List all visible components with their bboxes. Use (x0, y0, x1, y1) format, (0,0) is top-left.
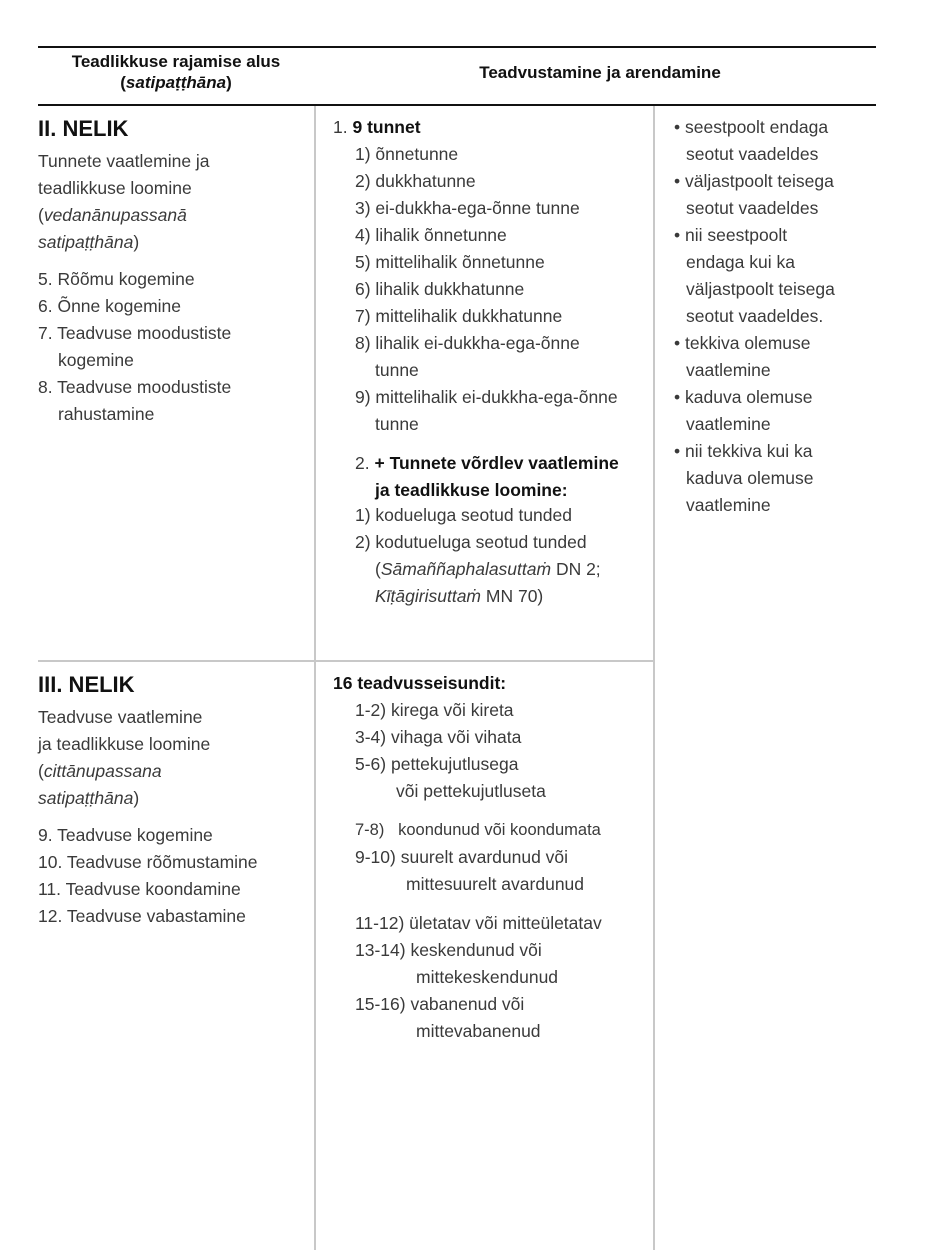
list-item: 5-6) pettekujutlusega (355, 754, 519, 774)
list-item: 1) kodueluga seotud tunded (355, 505, 572, 525)
bullet-text: väljastpoolt teisega (685, 171, 834, 191)
list-item-cont: või pettekujutluseta (396, 781, 546, 801)
list-item-cont: rahustamine (58, 404, 155, 424)
list-item: 7-8) koondunud või koondumata (355, 821, 601, 839)
q3-term-line1 (38, 758, 308, 785)
q3-desc-line2: ja teadlikkuse loomine (38, 734, 211, 754)
column-divider-2 (653, 106, 655, 1250)
bullet-cont: seotut vaadeldes (686, 144, 819, 164)
bullet-icon: • (674, 171, 681, 191)
list-item: 3) ei-dukkha-ega-õnne tunne (355, 198, 580, 218)
list-item: 8. Teadvuse moodustiste (38, 377, 232, 397)
bullet-item (674, 114, 874, 141)
list-item: 6. Õnne kogemine (38, 296, 182, 316)
list-item: 10. Teadvuse rõõmustamine (38, 852, 258, 872)
q2-ref-sutta2: Kīṭāgirisuttaṁ (375, 586, 482, 606)
header-paren-close: ) (226, 73, 232, 92)
header-col2: Teadvustamine ja arendamine (479, 63, 721, 82)
q3-term-line2 (38, 785, 308, 812)
list-item-cont: tunne (375, 414, 419, 434)
row-divider (38, 660, 654, 662)
q2-ref-line1 (333, 556, 648, 583)
bullet-item (674, 330, 874, 357)
bullet-icon: • (674, 441, 681, 461)
bullet-icon: • (674, 117, 681, 137)
list-item: 11. Teadvuse koondamine (38, 879, 241, 899)
q2-term-line1 (38, 202, 308, 229)
q2-sub-heading-line1: + Tunnete võrdlev vaatlemine (374, 453, 619, 473)
header-col1-line2 (38, 72, 314, 93)
table-header-rule (38, 104, 876, 106)
q2-ref-dn: DN 2; (551, 559, 601, 579)
bullet-cont: väljastpoolt teisega (686, 279, 835, 299)
bullet-cont: vaatlemine (686, 360, 771, 380)
bullet-text: kaduva olemuse (685, 387, 813, 407)
bullet-text: tekkiva olemuse (685, 333, 811, 353)
list-item: 8) lihalik ei-dukkha-ega-õnne (355, 333, 580, 353)
header-col1-line1: Teadlikkuse rajamise alus (71, 52, 281, 71)
list-item: 15-16) vabanenud või (355, 994, 525, 1014)
header-col1 (38, 51, 314, 93)
bullet-cont: kaduva olemuse (686, 468, 814, 488)
bullet-cont: vaatlemine (686, 414, 771, 434)
q3-term-close: ) (133, 788, 140, 808)
table-top-rule (38, 46, 876, 48)
list-item: 6) lihalik dukkhatunne (355, 279, 525, 299)
q2-sub-heading (333, 450, 648, 477)
right-cell (674, 114, 874, 519)
list-item: 13-14) keskendunud või (355, 940, 542, 960)
list-item: 2) dukkhatunne (355, 171, 476, 191)
list-item-cont: mittesuurelt avardunud (406, 874, 585, 894)
bullet-text: nii tekkiva kui ka (685, 441, 813, 461)
q3-left-cell (38, 704, 308, 930)
bullet-item (674, 438, 874, 465)
header-term: satipaṭṭhāna (125, 73, 227, 92)
q2-term2: satipaṭṭhāna (38, 232, 134, 252)
q3-desc-line1: Teadvuse vaatlemine (38, 707, 203, 727)
list-item: 2) kodutueluga seotud tunded (355, 532, 587, 552)
bullet-text: seestpoolt endaga (685, 117, 829, 137)
q2-mid-heading-num: 1. (333, 117, 348, 137)
q3-title: III. NELIK (38, 672, 135, 697)
q3-mid-cell (333, 670, 648, 1045)
bullet-icon: • (674, 225, 681, 245)
q2-term-open: ( (38, 205, 44, 225)
list-item: 4) lihalik õnnetunne (355, 225, 507, 245)
q2-sub-num: 2. (355, 453, 370, 473)
list-item: 1-2) kirega või kireta (355, 700, 514, 720)
q2-ref-mn: MN 70) (481, 586, 544, 606)
list-item: 1) õnnetunne (355, 144, 459, 164)
list-item: 5) mittelihalik õnnetunne (355, 252, 545, 272)
q2-term1: vedanānupassanā (43, 205, 187, 225)
q2-mid-cell (333, 114, 648, 610)
q2-mid-heading-text: 9 tunnet (352, 117, 421, 137)
list-item: 9) mittelihalik ei-dukkha-ega-õnne (355, 387, 618, 407)
bullet-icon: • (674, 387, 681, 407)
list-item-cont: kogemine (58, 350, 134, 370)
list-item-cont: mittevabanenud (416, 1021, 541, 1041)
q2-mid-heading (333, 114, 648, 141)
q2-ref-line2 (333, 583, 648, 610)
q2-term-close: ) (133, 232, 140, 252)
list-item: 12. Teadvuse vabastamine (38, 906, 246, 926)
bullet-item (674, 168, 874, 195)
bullet-cont: seotut vaadeldes (686, 198, 819, 218)
list-item: 7. Teadvuse moodustiste (38, 323, 232, 343)
list-item: 7) mittelihalik dukkhatunne (355, 306, 563, 326)
q2-desc-line1: Tunnete vaatlemine ja (38, 151, 210, 171)
q3-term1: cittānupassana (43, 761, 162, 781)
bullet-item (674, 222, 874, 249)
list-item: 11-12) ületatav või mitteületatav (355, 913, 602, 933)
list-item: 3-4) vihaga või vihata (355, 727, 522, 747)
q3-term-open: ( (38, 761, 44, 781)
q2-title: II. NELIK (38, 116, 129, 141)
list-item-cont: tunne (375, 360, 419, 380)
bullet-cont: seotut vaadeldes. (686, 306, 824, 326)
q2-ref-open: ( (375, 559, 381, 579)
list-item-cont: mittekeskendunud (416, 967, 559, 987)
header-paren-open: ( (120, 73, 126, 92)
q2-sub-heading-line2: ja teadlikkuse loomine: (375, 480, 568, 500)
bullet-cont: endaga kui ka (686, 252, 795, 272)
q3-term2: satipaṭṭhāna (38, 788, 134, 808)
bullet-text: nii seestpoolt (685, 225, 788, 245)
q2-term-line2 (38, 229, 308, 256)
list-item: 9-10) suurelt avardunud või (355, 847, 569, 867)
q2-desc-line2: teadlikkuse loomine (38, 178, 192, 198)
bullet-icon: • (674, 333, 681, 353)
list-item: 9. Teadvuse kogemine (38, 825, 213, 845)
q2-left-cell (38, 148, 308, 428)
q3-mid-heading: 16 teadvusseisundit: (333, 673, 507, 693)
column-divider-1 (314, 106, 316, 1250)
q2-ref-sutta1: Sāmaññaphalasuttaṁ (380, 559, 552, 579)
list-item: 5. Rõõmu kogemine (38, 269, 195, 289)
bullet-cont: vaatlemine (686, 495, 771, 515)
bullet-item (674, 384, 874, 411)
